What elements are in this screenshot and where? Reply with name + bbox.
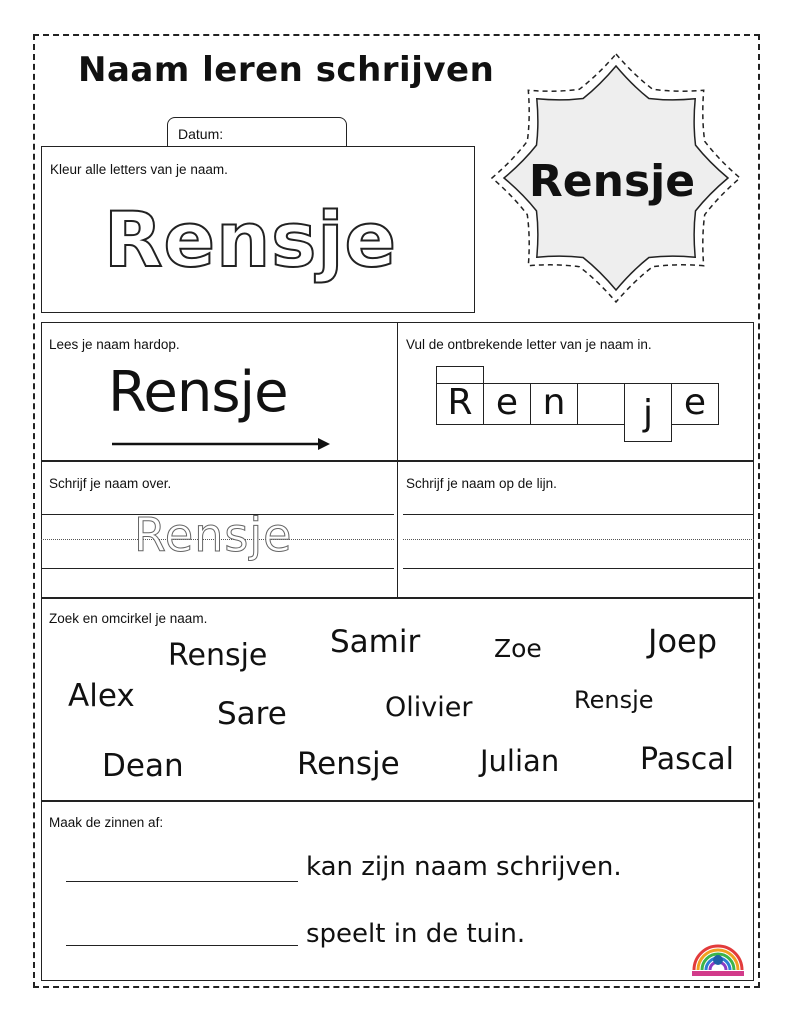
find-word[interactable]: Joep — [648, 622, 718, 660]
trace-base-line — [41, 568, 394, 569]
outline-name[interactable]: Rensje — [104, 195, 398, 284]
letter-cell: R — [436, 383, 484, 425]
letter-cell: e — [671, 383, 719, 425]
sentence-blank-1[interactable] — [66, 881, 298, 882]
find-word[interactable]: Julian — [480, 744, 560, 778]
read-arrow-icon — [112, 436, 334, 452]
find-word[interactable]: Zoe — [494, 634, 542, 663]
missing-instruction: Vul de ontbrekende letter van je naam in. — [406, 337, 652, 352]
write-base-line[interactable] — [403, 568, 754, 569]
line-instruction: Schrijf je naam op de lijn. — [406, 476, 557, 491]
find-word[interactable]: Rensje — [168, 638, 268, 673]
color-instruction: Kleur alle letters van je naam. — [50, 162, 228, 177]
letter-cell-blank[interactable] — [577, 383, 625, 425]
write-mid-line — [403, 539, 754, 540]
sentences-section — [41, 801, 754, 981]
sentence-2: speelt in de tuin. — [306, 919, 526, 949]
peacock-logo-icon — [686, 924, 750, 978]
read-name: Rensje — [108, 360, 288, 425]
sentence-1: kan zijn naam schrijven. — [306, 852, 622, 882]
page-title: Naam leren schrijven — [78, 50, 495, 90]
letter-cell: n — [530, 383, 578, 425]
star-badge — [486, 48, 750, 310]
sentence-blank-2[interactable] — [66, 945, 298, 946]
letter-cell: e — [483, 383, 531, 425]
write-top-line[interactable] — [403, 514, 754, 515]
color-section — [41, 146, 475, 313]
find-word[interactable]: Rensje — [297, 746, 400, 782]
find-word[interactable]: Samir — [330, 624, 421, 660]
sentences-instruction: Maak de zinnen af: — [49, 815, 164, 830]
letter-cell: j — [624, 383, 672, 442]
read-instruction: Lees je naam hardop. — [49, 337, 180, 352]
date-label: Datum: — [178, 126, 224, 142]
trace-name[interactable]: Rensje — [134, 508, 293, 562]
find-word[interactable]: Rensje — [574, 686, 654, 714]
find-word[interactable]: Alex — [68, 678, 135, 714]
letter-ascender-box — [436, 366, 484, 383]
find-word[interactable]: Dean — [102, 748, 184, 784]
find-instruction: Zoek en omcirkel je naam. — [49, 611, 208, 626]
trace-instruction: Schrijf je naam over. — [49, 476, 172, 491]
find-word[interactable]: Pascal — [640, 742, 734, 777]
star-name: Rensje — [528, 156, 696, 207]
find-word[interactable]: Sare — [217, 696, 287, 732]
find-word[interactable]: Olivier — [385, 692, 473, 723]
